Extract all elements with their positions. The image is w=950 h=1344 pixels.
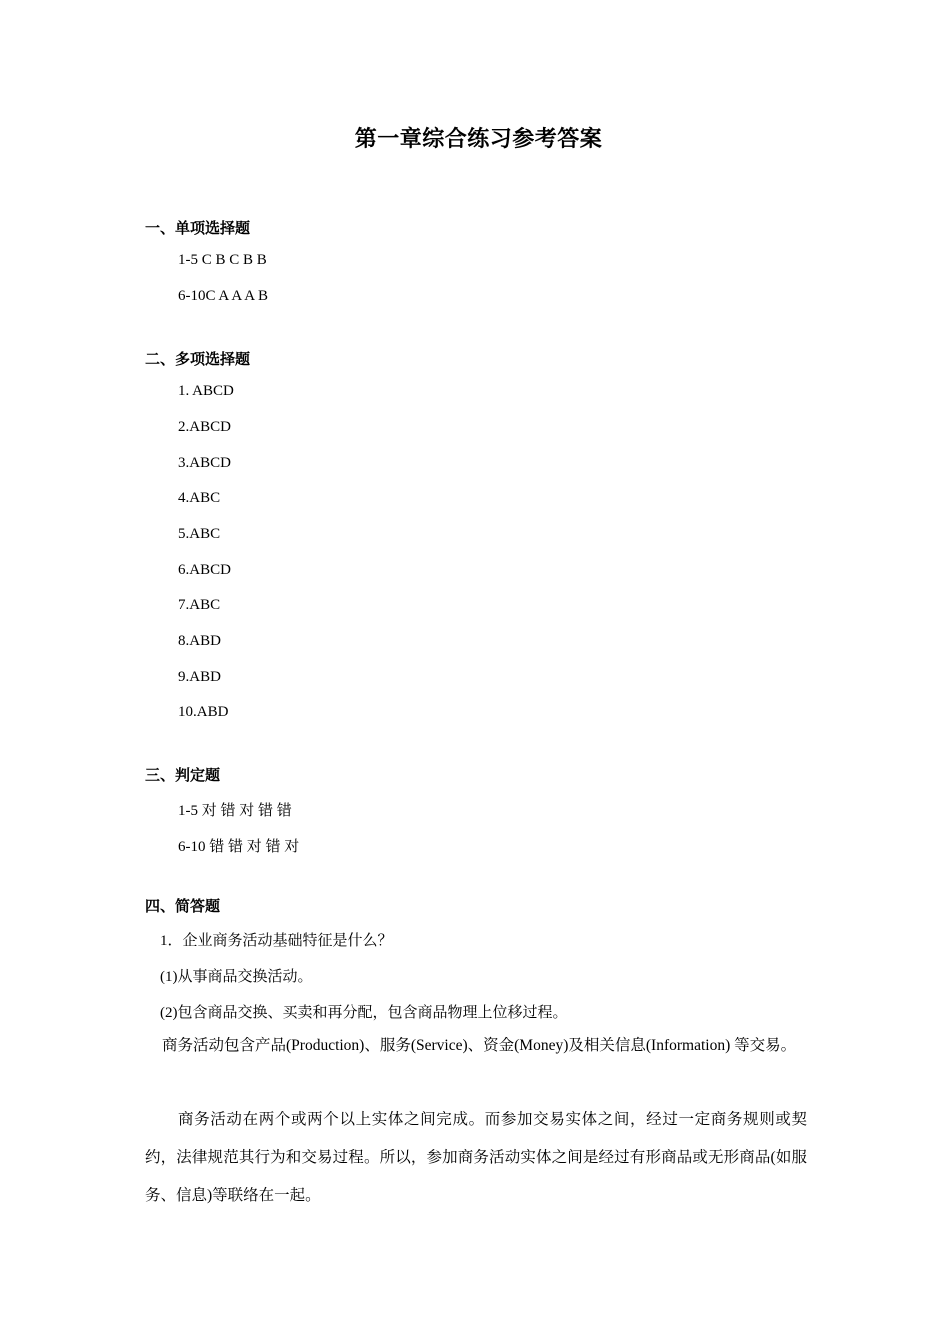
answer-point-1: (1)从事商品交换活动。: [160, 969, 313, 985]
section-heading-short-answer: 四、简答题: [145, 897, 221, 915]
answer-line: 4.ABC: [178, 490, 221, 506]
page-title: 第一章综合练习参考答案: [354, 127, 603, 152]
answer-line: 1-5 C B C B B: [178, 252, 267, 268]
answer-line: 9.ABD: [178, 669, 221, 685]
answer-line: 7.ABC: [178, 597, 221, 613]
answer-line: 6.ABCD: [178, 562, 231, 578]
answer-line: 3.ABCD: [178, 455, 231, 471]
section-heading-multiple-choice: 二、多项选择题: [145, 350, 251, 368]
question-1: 1．企业商务活动基础特征是什么？: [160, 933, 393, 949]
answer-line: 1-5 对 错 对 错 错: [178, 803, 292, 819]
answer-line: 6-10C A A A B: [178, 288, 269, 304]
answer-line: 10.ABD: [178, 704, 229, 720]
answer-point-2: (2)包含商品交换、买卖和再分配，包含商品物理上位移过程。: [160, 1005, 568, 1021]
section-heading-single-choice: 一、单项选择题: [145, 219, 251, 237]
paragraph-commerce-content: 商务活动包含产品(Production)、服务(Service)、资金(Money)及相关信息(Information) 等交易。: [162, 1037, 797, 1054]
paragraph-commerce-entities: 商务活动在两个或两个以上实体之间完成。而参加交易实体之间，经过一定商务规则或契约，法律规范其行为和交易过程。所以，参加商务活动实体之间是经过有形商品或无形商品(如服务、信息)等联络在一起。: [145, 1111, 807, 1204]
answer-line: 2.ABCD: [178, 419, 231, 435]
answer-line: 1. ABCD: [178, 383, 234, 399]
answer-line: 6-10 错 错 对 错 对: [178, 839, 300, 855]
answer-line: 5.ABC: [178, 526, 221, 542]
section-heading-true-false: 三、判定题: [145, 766, 221, 784]
answer-line: 8.ABD: [178, 633, 221, 649]
